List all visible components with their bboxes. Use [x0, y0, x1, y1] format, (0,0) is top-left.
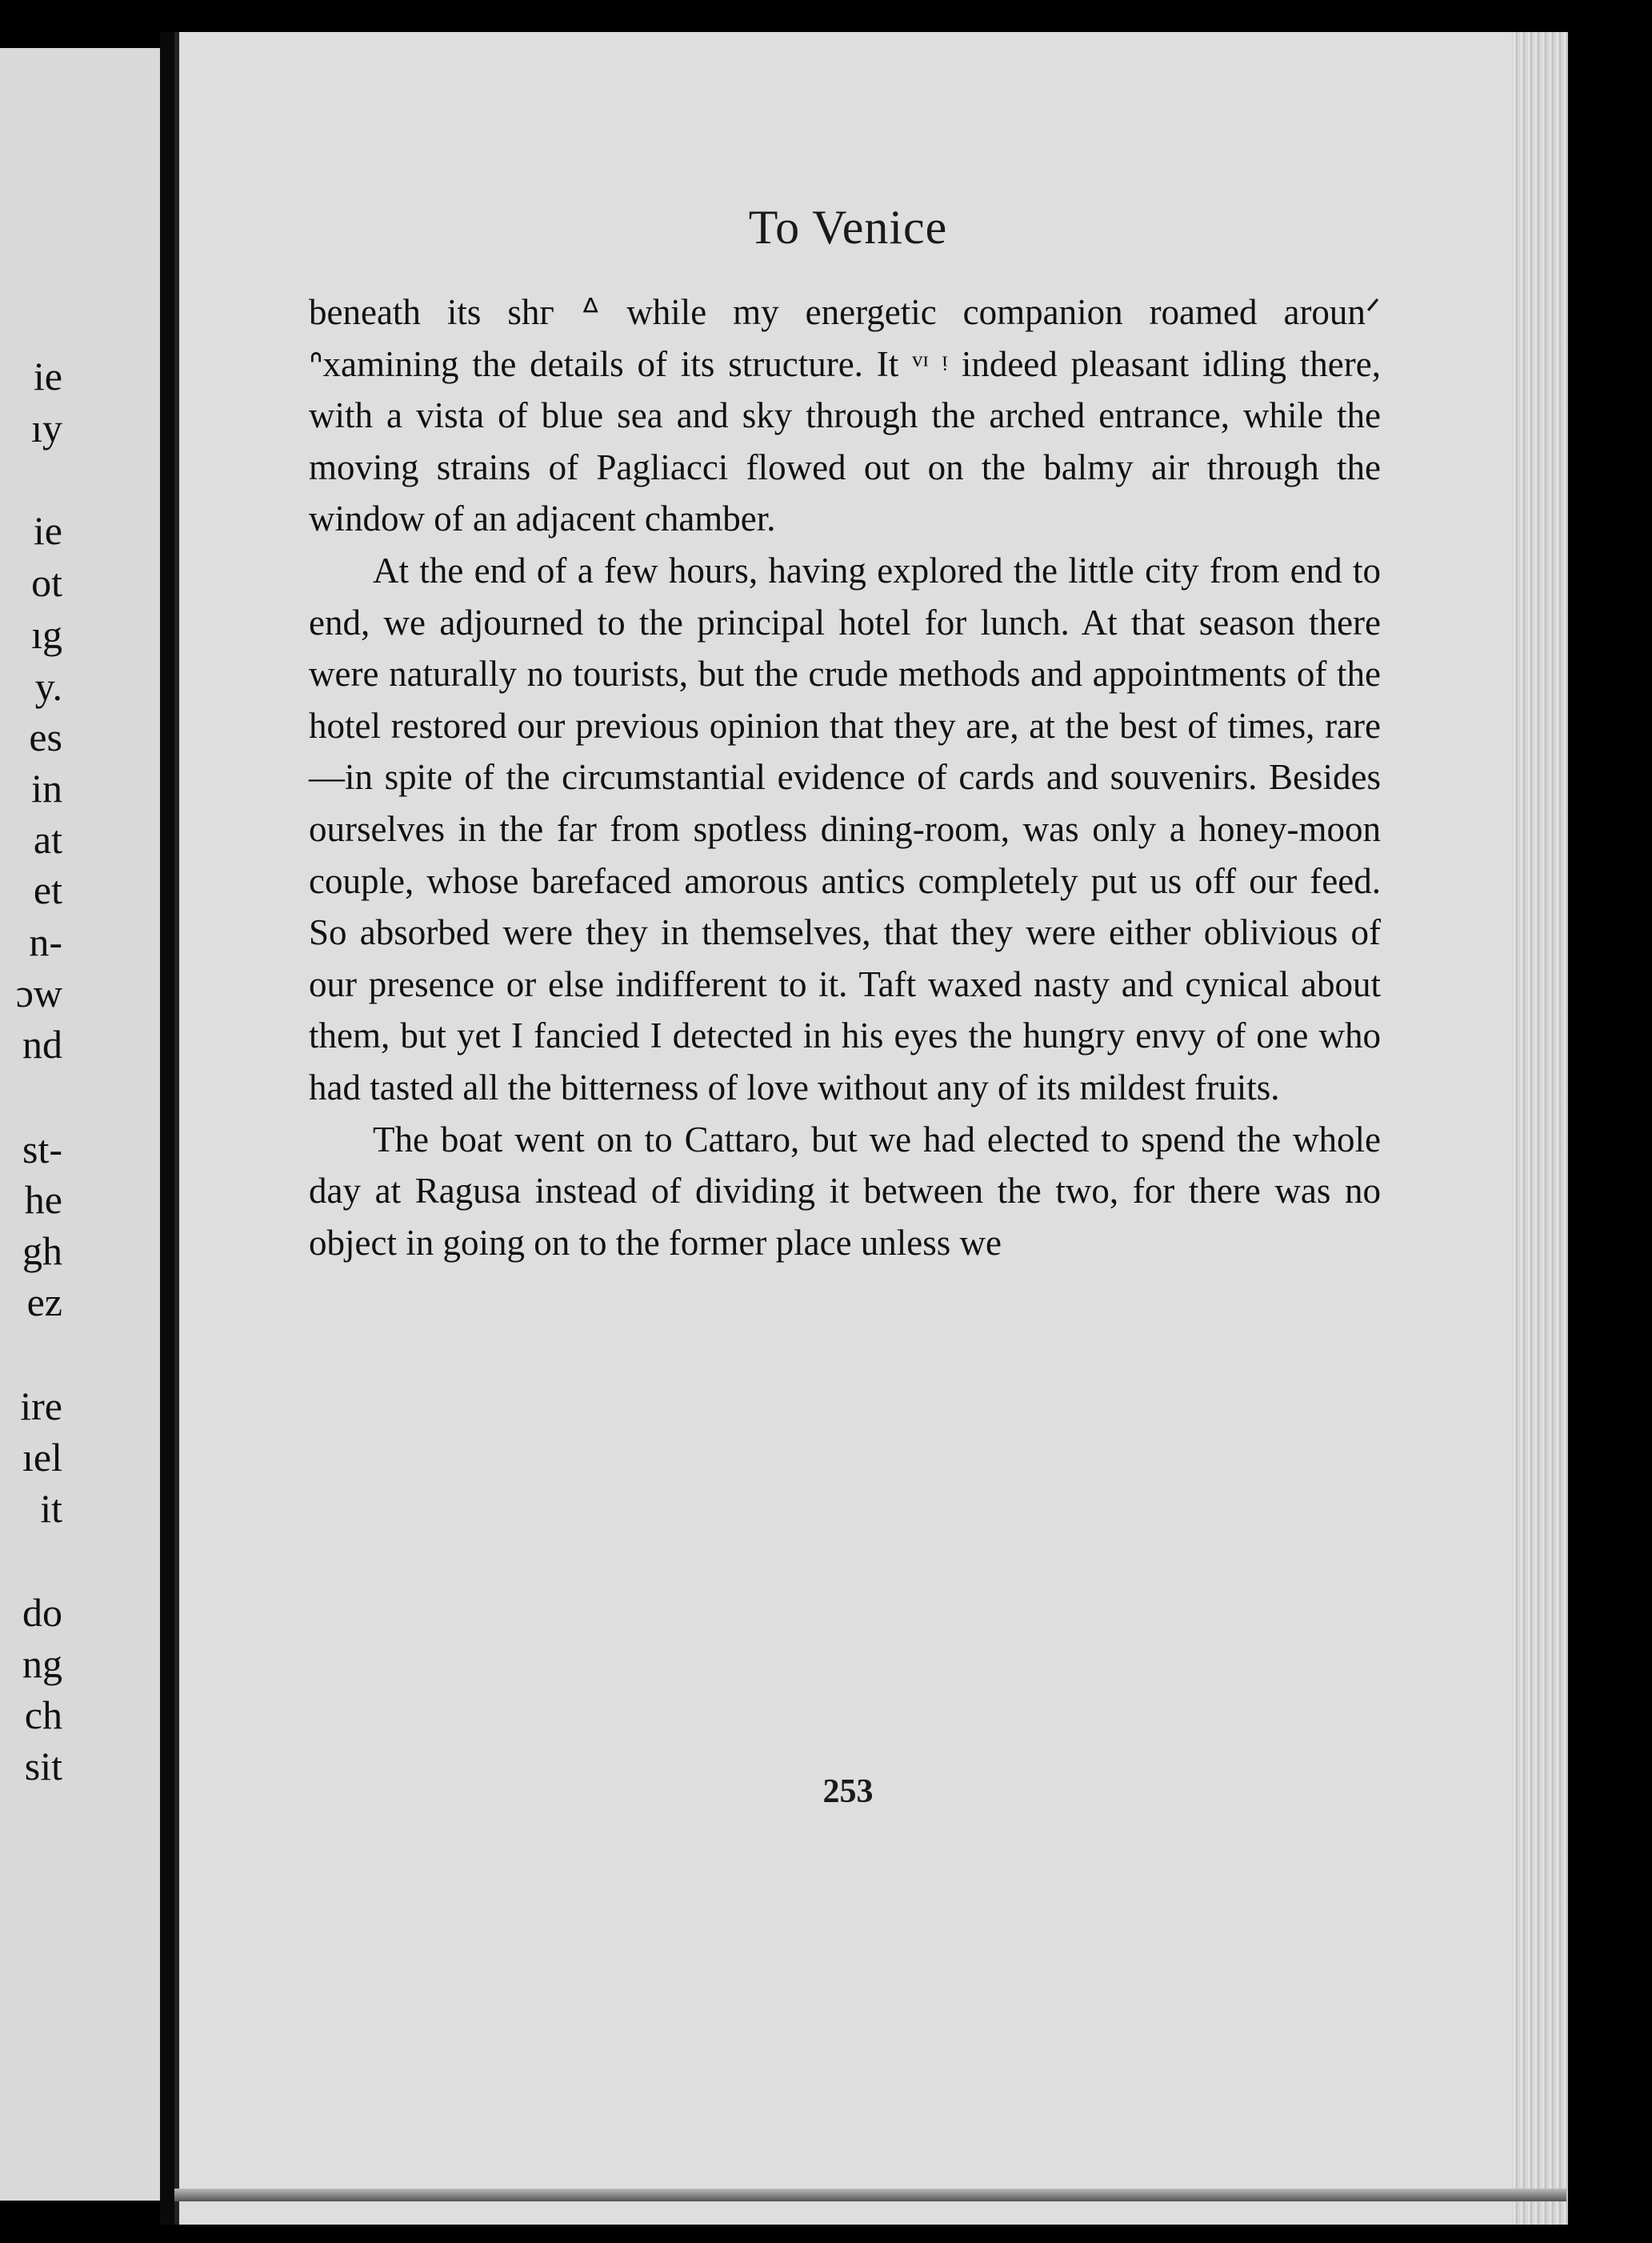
running-head: To Venice	[748, 201, 948, 254]
fragment: ɔw	[15, 971, 62, 1015]
book-page	[174, 32, 1517, 2225]
fragment: ıy	[31, 406, 62, 451]
previous-page-text-fragments	[0, 48, 160, 2201]
page-number: 253	[822, 1773, 874, 1810]
paragraph: beneath its shᴦ ᐞ while my energetic companion roamed aroun᠎ᐟ ᐢxamining the details of its structure. It ᵛᶦ ᵎ indeed pleasant idling there, with a vista of blue sea and sky through the arched entrance, while the moving strains of Pagliacci flowed out on the balmy air through the window of an adjacent chamber.	[309, 292, 1381, 539]
fragment: ıg	[31, 612, 62, 657]
fragment: ie	[33, 508, 62, 553]
fragment: in	[31, 766, 62, 811]
paragraph: The boat went on to Cattaro, but we had elected to spend the whole day at Ragusa instead of dividing it between the two, for there was no object in going on to the former place unless we	[309, 1119, 1381, 1263]
fragment: nd	[22, 1022, 62, 1067]
fragment: he	[24, 1177, 62, 1222]
fragment: es	[29, 715, 62, 759]
fragment: gh	[22, 1228, 62, 1273]
fragment: ıel	[22, 1435, 62, 1480]
fragment: at	[33, 817, 62, 862]
page-stack-edge	[1512, 32, 1568, 2225]
fragment: ng	[22, 1641, 62, 1686]
previous-page-edge	[0, 48, 160, 2201]
fragment: sit	[24, 1744, 62, 1788]
paragraph: At the end of a few hours, having explored the little city from end to end, we adjourned to the principal hotel for lunch. At that season there were naturally no tourists, but the crude methods and appointments of the hotel restored our previous opinion that they are, at the best of times, rare—in spite of the circumstantial evidence of cards and souvenirs. Besides ourselves in the far from spotless dining-room, was only a honey-moon couple, whose barefaced amorous antics completely put us off our feed. So absorbed were they in themselves, that they were either oblivious of our presence or else indifferent to it. Taft waxed nasty and cynical about them, but yet I fancied I detected in his eyes the hungry envy of one who had tasted all the bitterness of love without any of its mildest fruits.	[309, 550, 1381, 1107]
page-bottom-edge	[174, 2189, 1566, 2201]
fragment: ot	[31, 560, 62, 605]
fragment: ez	[26, 1280, 62, 1324]
fragment: it	[40, 1486, 62, 1531]
fragment: ch	[24, 1692, 62, 1737]
fragment: ire	[20, 1384, 62, 1428]
fragment: ie	[33, 354, 62, 399]
fragment: et	[33, 867, 62, 912]
fragment: do	[22, 1590, 62, 1635]
fragment: y.	[34, 664, 62, 709]
book-gutter	[160, 32, 176, 2225]
body-text	[309, 286, 1381, 1268]
fragment: st-	[22, 1127, 62, 1172]
fragment: n-	[29, 919, 62, 964]
